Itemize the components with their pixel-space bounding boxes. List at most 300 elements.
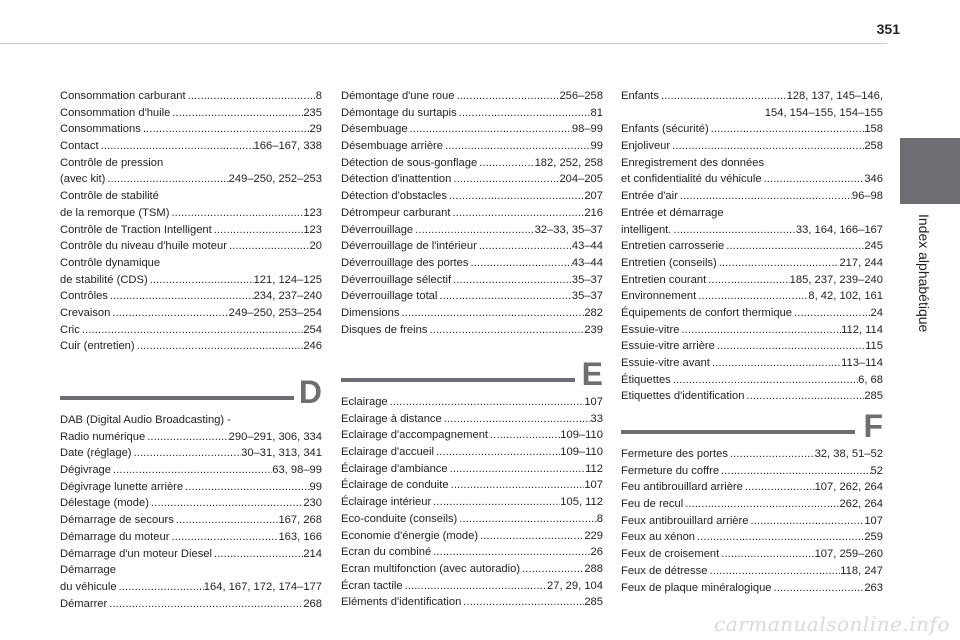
- index-column-3: [621, 88, 883, 628]
- index-page-refs: 262, 264: [839, 498, 883, 511]
- index-term: Équipements de confort thermique: [621, 306, 793, 319]
- index-page-refs: 235: [303, 106, 322, 119]
- index-entry: [621, 388, 883, 405]
- section-rule: [341, 378, 575, 382]
- index-entry: [341, 222, 603, 239]
- dot-leader: [132, 445, 242, 462]
- index-entry: [60, 155, 322, 188]
- index-entry-line: [341, 494, 603, 511]
- index-term: (avec kit): [60, 173, 106, 186]
- dot-leader: [451, 171, 559, 188]
- dot-leader: [707, 563, 840, 580]
- index-entry-line: [341, 188, 603, 205]
- index-entry: [621, 288, 883, 305]
- index-term: Contrôle de Traction Intelligent: [60, 223, 212, 236]
- section-header-e: [341, 356, 603, 392]
- index-entry: [341, 444, 603, 461]
- index-entry-heading: Entrée et démarrage: [621, 206, 724, 219]
- dot-leader: [772, 580, 865, 597]
- index-entry: [341, 205, 603, 222]
- index-term: Feu de recul: [621, 498, 684, 511]
- index-page-refs: 121, 124–125: [253, 273, 322, 286]
- index-entry: [341, 427, 603, 444]
- dot-leader: [99, 138, 254, 155]
- index-entry: [60, 562, 322, 595]
- index-entry-line: [621, 546, 883, 563]
- index-page-refs: 118, 247: [840, 564, 883, 577]
- index-entry-line: [621, 171, 883, 188]
- index-page-refs: 245: [864, 240, 883, 253]
- index-term: Détection d'inattention: [341, 173, 452, 186]
- index-entry: [621, 121, 883, 138]
- index-entry: [341, 477, 603, 494]
- index-page-refs: 81: [590, 106, 603, 119]
- index-page-refs: 105, 112: [560, 496, 603, 509]
- index-entry-line: [60, 222, 322, 239]
- dot-leader: [212, 222, 304, 239]
- dot-leader: [695, 529, 864, 546]
- index-entry-line: [621, 513, 883, 530]
- index-term: Démontage d'une roue: [341, 90, 455, 102]
- dot-leader: [108, 288, 254, 305]
- index-entry-line: [341, 561, 603, 578]
- index-page-refs: 107, 259–260: [814, 548, 883, 561]
- index-entry-heading: DAB (Digital Audio Broadcasting) -: [60, 414, 231, 426]
- index-page-refs: 249–250, 253–254: [228, 306, 322, 319]
- dot-leader: [724, 238, 864, 255]
- index-entry: [621, 322, 883, 339]
- index-page-refs: 98–99: [571, 123, 603, 136]
- index-page-refs: 282: [584, 306, 603, 319]
- dot-leader: [107, 596, 303, 613]
- index-page-refs: 263: [864, 581, 883, 594]
- index-page-refs: 109–110: [560, 429, 603, 442]
- index-term: et confidentialité du véhicule: [621, 173, 762, 186]
- dot-leader: [670, 138, 864, 155]
- section-header-f: [621, 408, 883, 444]
- dot-leader: [186, 88, 316, 105]
- dot-leader: [744, 388, 864, 405]
- dot-leader: [450, 205, 584, 222]
- index-entry: [621, 463, 883, 480]
- index-page-refs: 115: [865, 340, 883, 353]
- dot-leader: [717, 255, 840, 272]
- index-entry-line: [621, 238, 883, 255]
- index-column-2: [341, 88, 603, 628]
- index-entry-line: [621, 338, 883, 355]
- index-list-d: [60, 412, 322, 612]
- index-entry-line: [621, 255, 883, 272]
- index-entry-line: [621, 388, 883, 405]
- dot-leader: [105, 171, 228, 188]
- index-term: Enjoliveur: [621, 140, 671, 153]
- index-term: Feux de plaque minéralogique: [621, 581, 772, 594]
- index-page-refs: 43–44: [571, 240, 603, 253]
- index-entry-line: [60, 238, 322, 255]
- index-page-refs: 113–114: [841, 357, 883, 369]
- index-term: Contrôles: [60, 290, 108, 303]
- index-term: Economie d'énergie (mode): [341, 529, 479, 542]
- index-entry: [621, 338, 883, 355]
- index-entry: [341, 544, 603, 561]
- index-term: Feux antibrouillard arrière: [621, 514, 749, 527]
- index-entry-line: [60, 88, 322, 105]
- index-entry: [341, 322, 603, 339]
- index-page-refs: 33, 164, 166–167: [795, 223, 883, 236]
- index-page-refs: 107, 262, 264: [814, 481, 883, 494]
- index-entry: [60, 305, 322, 322]
- index-entry-line: [341, 121, 603, 138]
- index-term: Ecran du combiné: [341, 546, 432, 559]
- dot-leader: [431, 544, 590, 561]
- index-entry-line: [621, 479, 883, 496]
- index-term: Contact: [60, 140, 99, 153]
- index-entry: [60, 479, 322, 496]
- index-entry: [341, 255, 603, 272]
- index-term: Démarrage de secours: [60, 514, 174, 527]
- index-term: Délestage (mode): [60, 497, 149, 510]
- dot-leader: [183, 479, 309, 496]
- index-entry-line: [341, 427, 603, 444]
- index-term: Entrée d'air: [621, 190, 678, 203]
- dot-leader: [442, 411, 591, 428]
- dot-leader: [719, 463, 871, 480]
- index-entry: [60, 138, 322, 155]
- dot-leader: [135, 338, 304, 355]
- dot-leader: [706, 272, 789, 289]
- index-entry-line: [60, 546, 322, 563]
- index-page-refs: 249–250, 252–253: [228, 173, 322, 186]
- index-entry-line: [341, 155, 603, 172]
- index-term: Essuie-vitre avant: [621, 357, 710, 369]
- index-entry-line: [341, 477, 603, 494]
- index-page-refs: 164, 167, 172, 174–177: [203, 580, 322, 593]
- index-page-refs: 112, 114: [841, 323, 883, 336]
- dot-leader: [174, 512, 279, 529]
- index-entry-line: [621, 88, 883, 105]
- dot-leader: [149, 495, 303, 512]
- index-entry-line: [621, 372, 883, 389]
- section-title: Index alphabétique: [916, 214, 932, 333]
- index-entry-line: [60, 121, 322, 138]
- index-page-refs-continued: 154, 154–155, 154–155: [764, 106, 883, 119]
- index-page-refs: 158: [864, 123, 883, 136]
- index-entry: [60, 338, 322, 355]
- index-term: Entretien carrosserie: [621, 240, 725, 253]
- section-rule: [60, 396, 294, 400]
- index-term: Détrompeur carburant: [341, 206, 451, 219]
- dot-leader: [434, 444, 560, 461]
- index-entry-line: [621, 121, 883, 138]
- dot-leader: [468, 255, 571, 272]
- index-entry: [621, 188, 883, 205]
- index-entry-line: [621, 288, 883, 305]
- index-term: Entretien (conseils): [621, 256, 717, 269]
- index-term: Éclairage intérieur: [341, 496, 432, 509]
- dot-leader: [80, 322, 303, 339]
- index-page-refs: 63, 98–99: [272, 464, 322, 477]
- index-entry-line: [60, 579, 322, 596]
- index-entry-line: [60, 171, 322, 188]
- dot-leader: [457, 511, 596, 528]
- index-entry-line: [621, 188, 883, 205]
- dot-leader: [719, 546, 814, 563]
- index-page-refs: 290–291, 306, 334: [228, 430, 322, 443]
- index-entry: [621, 513, 883, 530]
- index-entry: [60, 462, 322, 479]
- index-entry-line: [60, 288, 322, 305]
- index-entry: [60, 105, 322, 122]
- index-entry: [621, 372, 883, 389]
- index-page-refs: 29: [309, 123, 322, 136]
- index-entry: [60, 88, 322, 105]
- index-entry: [621, 563, 883, 580]
- index-entry-line: [341, 171, 603, 188]
- index-entry-line: [341, 138, 603, 155]
- index-term: de la remorque (TSM): [60, 206, 170, 219]
- index-entry-heading: Contrôle dynamique: [60, 256, 161, 269]
- dot-leader: [145, 429, 228, 446]
- index-page-refs: 214: [303, 547, 322, 560]
- dot-leader: [709, 121, 865, 138]
- index-entry-line: [621, 446, 883, 463]
- index-term: Dégivrage: [60, 464, 111, 477]
- index-entry-line: [60, 512, 322, 529]
- index-page-refs: 32–33, 35–37: [534, 223, 603, 236]
- index-page-refs: 123: [303, 223, 322, 236]
- index-entry-line: [60, 322, 322, 339]
- index-page-refs: 216: [584, 206, 603, 219]
- index-entry: [60, 288, 322, 305]
- index-term: Consommation carburant: [60, 90, 186, 102]
- index-term: du véhicule: [60, 580, 117, 593]
- index-term: Eclairage d'accompagnement: [341, 429, 489, 442]
- dot-leader: [671, 372, 858, 389]
- index-term: Déverrouillage total: [341, 290, 438, 303]
- dot-leader: [169, 205, 303, 222]
- index-list-e-cont: [621, 88, 883, 405]
- dot-leader: [728, 446, 815, 463]
- index-entry: [341, 578, 603, 595]
- dot-leader: [659, 88, 787, 105]
- index-term: Eléments d'identification: [341, 596, 462, 609]
- index-entry: [60, 512, 322, 529]
- dot-leader: [170, 105, 303, 122]
- index-entry-line: [60, 495, 322, 512]
- dot-leader: [447, 188, 584, 205]
- index-page-refs: 20: [309, 240, 322, 253]
- index-page-refs: 109–110: [560, 446, 603, 459]
- index-term: Feux de détresse: [621, 564, 708, 577]
- index-term: Déverrouillage des portes: [341, 256, 469, 269]
- dot-leader: [478, 528, 584, 545]
- index-entry-line: [60, 272, 322, 289]
- dot-leader: [413, 222, 534, 239]
- index-entry-line: [341, 222, 603, 239]
- index-entry-line: [341, 411, 603, 428]
- index-entry: [341, 288, 603, 305]
- index-entry: [621, 546, 883, 563]
- index-page-refs: 96–98: [851, 190, 883, 203]
- index-page-refs: 234, 237–240: [253, 290, 322, 303]
- dot-leader: [388, 394, 585, 411]
- index-term: Écran tactile: [341, 579, 403, 592]
- index-term: Disques de freins: [341, 323, 428, 336]
- index-term: Démarrage du moteur: [60, 530, 170, 543]
- index-entry-line: [341, 578, 603, 595]
- index-term: Démarrer: [60, 597, 108, 610]
- index-term: Fermeture des portes: [621, 448, 728, 460]
- index-term: Crevaison: [60, 306, 111, 319]
- index-entry-line: [621, 463, 883, 480]
- index-page-refs: 30–31, 313, 341: [241, 447, 322, 460]
- index-page-refs: 204–205: [559, 173, 603, 186]
- index-list-f: [621, 446, 883, 596]
- index-column-1: [60, 88, 322, 628]
- index-entry: [341, 394, 603, 411]
- index-term: Etiquettes d'identification: [621, 390, 745, 403]
- index-page-refs: 35–37: [571, 273, 603, 286]
- index-page-refs: 167, 268: [278, 514, 322, 527]
- index-list-c: [60, 88, 322, 355]
- dot-leader: [454, 88, 559, 105]
- index-entry: [60, 546, 322, 563]
- index-entry: [60, 238, 322, 255]
- dot-leader: [678, 188, 852, 205]
- index-page-refs: 35–37: [571, 290, 603, 303]
- index-entry: [621, 305, 883, 322]
- index-entry-line: [341, 288, 603, 305]
- index-page-refs: 123: [303, 206, 322, 219]
- index-term: Enfants: [621, 90, 659, 102]
- index-entry: [341, 511, 603, 528]
- index-entry: [621, 205, 883, 238]
- index-term: Eco-conduite (conseils): [341, 512, 458, 525]
- index-entry: [621, 446, 883, 463]
- dot-leader: [427, 322, 584, 339]
- dot-leader: [443, 138, 591, 155]
- dot-leader: [169, 529, 278, 546]
- index-entry: [341, 561, 603, 578]
- dot-leader: [403, 578, 547, 595]
- index-entry-line: [60, 529, 322, 546]
- index-entry-line: [621, 272, 883, 289]
- index-entry-line: [341, 88, 603, 105]
- index-entry: [341, 188, 603, 205]
- index-term: Eclairage d'accueil: [341, 446, 434, 459]
- index-page-refs: 99: [590, 140, 603, 153]
- index-entry: [621, 272, 883, 289]
- index-term: Déverrouillage de l'intérieur: [341, 240, 477, 253]
- dot-leader: [683, 496, 839, 513]
- index-entry-line: [621, 222, 883, 239]
- index-term: Démontage du surtapis: [341, 106, 457, 119]
- index-entry: [60, 121, 322, 138]
- chapter-tab: [900, 138, 960, 204]
- dot-leader: [461, 594, 584, 611]
- section-letter: E: [581, 356, 603, 392]
- index-page-refs: 285: [864, 390, 883, 403]
- index-entry: [341, 171, 603, 188]
- index-entry-line: [621, 563, 883, 580]
- index-entry: [341, 494, 603, 511]
- index-entry-line: [341, 305, 603, 322]
- index-term: Feux de croisement: [621, 548, 720, 561]
- index-term: Détection d'obstacles: [341, 190, 447, 203]
- index-entry: [341, 305, 603, 322]
- index-page-refs: 230: [303, 497, 322, 510]
- index-term: Déverrouillage sélectif: [341, 273, 452, 286]
- index-term: Feux au xénon: [621, 531, 696, 544]
- dot-leader: [148, 272, 254, 289]
- dot-leader: [671, 222, 796, 239]
- dot-leader: [437, 288, 571, 305]
- index-entry: [60, 322, 322, 339]
- index-page-refs: 8, 42, 102, 161: [808, 290, 883, 303]
- dot-leader: [449, 477, 585, 494]
- dot-leader: [399, 305, 584, 322]
- index-entry: [621, 529, 883, 546]
- index-entry-line: [621, 496, 883, 513]
- index-entry-heading: Enregistrement des données: [621, 156, 765, 169]
- index-page-refs: 27, 29, 104: [547, 579, 603, 592]
- index-entry-line: [60, 138, 322, 155]
- index-term: Ecran multifonction (avec autoradio): [341, 562, 521, 575]
- index-entry-line: [341, 105, 603, 122]
- index-entry-line: [60, 205, 322, 222]
- dot-leader: [520, 561, 584, 578]
- index-term: Essuie-vitre arrière: [621, 340, 715, 353]
- dot-leader: [110, 305, 228, 322]
- index-page-refs: 112: [585, 462, 603, 475]
- dot-leader: [762, 171, 865, 188]
- index-entry: [60, 222, 322, 239]
- index-entry-line: [341, 394, 603, 411]
- index-term: Désembuage: [341, 123, 408, 136]
- index-entry: [341, 594, 603, 611]
- index-page-refs: 288: [584, 562, 603, 575]
- index-entry-line: [60, 596, 322, 613]
- index-entry-line: [60, 445, 322, 462]
- dot-leader: [715, 338, 865, 355]
- dot-leader: [679, 322, 841, 339]
- dot-leader: [227, 238, 310, 255]
- index-entry-line: [621, 138, 883, 155]
- index-entry: [621, 580, 883, 597]
- index-entry-line: [341, 444, 603, 461]
- section-letter: F: [863, 408, 883, 444]
- index-entry-line: [60, 305, 322, 322]
- index-term: Éclairage d'ambiance: [341, 462, 448, 475]
- index-entry: [621, 496, 883, 513]
- index-page-refs: 52: [870, 464, 883, 477]
- dot-leader: [792, 305, 871, 322]
- index-page-refs: 182, 252, 258: [534, 156, 603, 169]
- index-entry-line: [341, 544, 603, 561]
- section-rule: [621, 430, 855, 434]
- index-entry-line: [341, 594, 603, 611]
- index-page-refs: 256–258: [559, 90, 603, 102]
- index-term: de stabilité (CDS): [60, 273, 148, 286]
- dot-leader: [117, 579, 204, 596]
- index-term: Eclairage: [341, 396, 388, 408]
- dot-leader: [212, 546, 303, 563]
- index-term: Date (réglage): [60, 447, 132, 460]
- index-term: Démarrage d'un moteur Diesel: [60, 547, 212, 560]
- index-entry-line: [341, 238, 603, 255]
- index-page-refs: 99: [309, 480, 322, 493]
- index-page-refs: 8: [315, 90, 322, 102]
